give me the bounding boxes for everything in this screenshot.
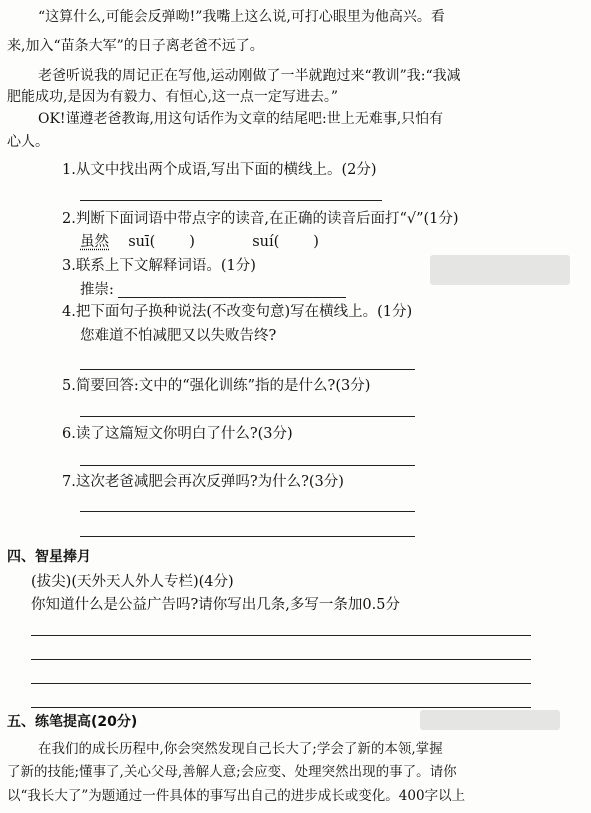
question-2-option-2-close: ) xyxy=(313,234,319,250)
question-6: 6.读了这篇短文你明白了什么?(3分) xyxy=(62,426,293,442)
answer-line xyxy=(118,297,346,298)
question-5: 5.简要回答:文中的“强化训练”指的是什么?(3分) xyxy=(62,378,371,394)
answer-line xyxy=(80,416,415,417)
passage-p1-line2: 来,加入“苗条大军”的日子离老爸不远了。 xyxy=(7,38,264,54)
answer-line xyxy=(80,511,415,512)
section-5-line1: 在我们的成长历程中,你会突然发现自己长大了;学会了新的本领,掌握 xyxy=(38,741,443,757)
section-5-line3: 以“我长大了”为题通过一件具体的事写出自己的进步成长或变化。400字以上 xyxy=(7,788,466,804)
scan-smudge xyxy=(420,710,560,730)
section-4-subtitle: (拔尖)(天外天人外人专栏)(4分) xyxy=(31,574,234,590)
answer-line xyxy=(31,659,531,660)
question-2-options xyxy=(80,235,319,250)
question-7: 7.这次老爸减肥会再次反弹吗?为什么?(3分) xyxy=(62,474,344,490)
answer-line xyxy=(80,369,415,370)
answer-line xyxy=(31,635,531,636)
passage-p2-line2: 肥能成功,是因为有毅力、有恒心,这一点一定写进去。” xyxy=(7,89,339,105)
question-3: 3.联系上下文解释词语。(1分) xyxy=(62,258,256,274)
answer-line xyxy=(80,200,382,201)
passage-p1-line1: “这算什么,可能会反弹呦!”我嘴上这么说,可打心眼里为他高兴。看 xyxy=(38,9,445,25)
question-2-option-1-close: ) xyxy=(189,234,195,250)
question-3-word: 推崇: xyxy=(80,282,114,298)
section-5-heading: 五、练笔提高(20分) xyxy=(7,714,138,730)
question-2-option-1: suī( xyxy=(128,234,156,250)
question-4-sentence: 您难道不怕减肥又以失败告终? xyxy=(80,328,277,344)
question-2: 2.判断下面词语中带点字的读音,在正确的读音后面打“√”(1分) xyxy=(62,211,459,227)
answer-line xyxy=(31,683,531,684)
section-4-heading: 四、智星捧月 xyxy=(7,549,91,565)
passage-p3-line1: OK!谨遵老爸教诲,用这句话作为文章的结尾吧:世上无难事,只怕有 xyxy=(38,111,444,127)
answer-line xyxy=(80,536,415,537)
question-2-option-2: suí( xyxy=(252,234,280,250)
answer-line xyxy=(80,465,415,466)
passage-p2-line1: 老爸听说我的周记正在写他,运动刚做了一半就跑过来“教训”我:“我减 xyxy=(38,68,461,84)
question-1: 1.从文中找出两个成语,写出下面的横线上。(2分) xyxy=(62,162,377,178)
question-2-word: 虽然 xyxy=(80,234,109,250)
answer-line xyxy=(31,707,531,708)
section-5-line2: 了新的技能;懂事了,关心父母,善解人意;会应变、处理突然出现的事了。请你 xyxy=(7,764,457,780)
scan-smudge xyxy=(430,255,570,285)
section-4-prompt: 你知道什么是公益广告吗?请你写出几条,多写一条加0.5分 xyxy=(31,597,400,613)
question-4: 4.把下面句子换种说法(不改变句意)写在横线上。(1分) xyxy=(62,304,413,320)
passage-p3-line2: 心人。 xyxy=(7,134,49,150)
